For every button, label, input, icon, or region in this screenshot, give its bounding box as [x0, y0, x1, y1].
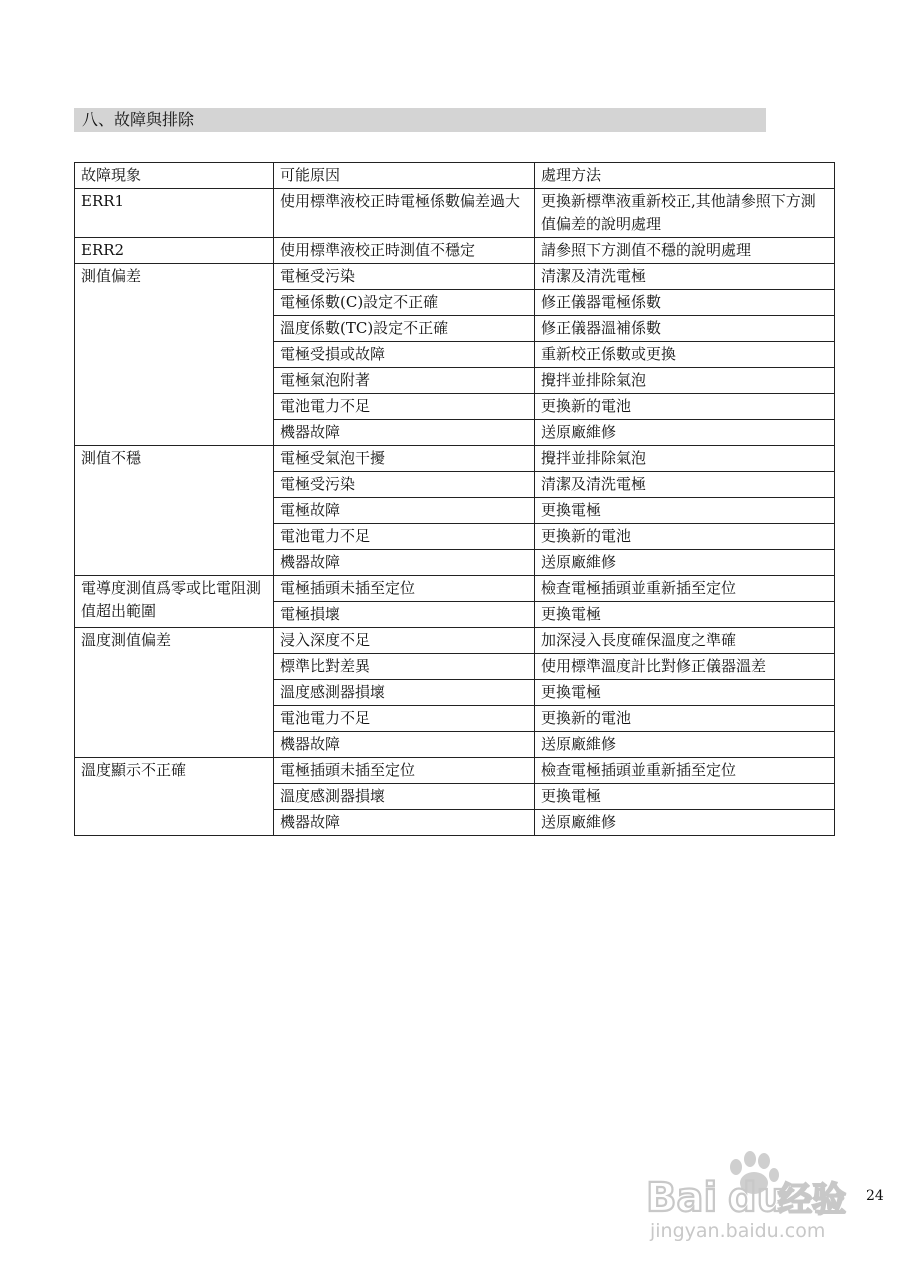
- action-cell: 更換新的電池: [535, 524, 835, 550]
- page-number: 24: [866, 1188, 884, 1204]
- cause-cell: 溫度感測器損壞: [274, 680, 535, 706]
- troubleshooting-table: [74, 162, 835, 836]
- action-cell: 檢查電極插頭並重新插至定位: [535, 758, 835, 784]
- symptom-cell: 溫度顯示不正確: [75, 758, 274, 836]
- cause-cell: 機器故障: [274, 420, 535, 446]
- action-cell: 更換新的電池: [535, 394, 835, 420]
- cause-cell: 溫度感測器損壞: [274, 784, 535, 810]
- header-action: 處理方法: [535, 163, 835, 189]
- action-cell: 修正儀器電極係數: [535, 290, 835, 316]
- action-cell: 送原廠維修: [535, 420, 835, 446]
- cause-cell: 標準比對差異: [274, 654, 535, 680]
- table-row: [75, 446, 835, 472]
- symptom-cell: 測值偏差: [75, 264, 274, 446]
- action-cell: 更換新的電池: [535, 706, 835, 732]
- action-cell: 使用標準溫度計比對修正儀器溫差: [535, 654, 835, 680]
- action-cell: 更換電極: [535, 498, 835, 524]
- cause-cell: 電極插頭未插至定位: [274, 758, 535, 784]
- action-cell: 清潔及清洗電極: [535, 264, 835, 290]
- header-cause: 可能原因: [274, 163, 535, 189]
- symptom-cell: 電導度測值爲零或比電阻測值超出範圍: [75, 576, 274, 628]
- action-cell: 清潔及清洗電極: [535, 472, 835, 498]
- cause-cell: 機器故障: [274, 732, 535, 758]
- action-cell: 更換電極: [535, 602, 835, 628]
- table-row: [75, 758, 835, 784]
- cause-cell: 電池電力不足: [274, 394, 535, 420]
- watermark-product: 经验: [778, 1180, 846, 1220]
- cause-cell: 電極係數(C)設定不正確: [274, 290, 535, 316]
- action-cell: 送原廠維修: [535, 550, 835, 576]
- table-row: [75, 576, 835, 602]
- symptom-cell: ERR1: [75, 189, 274, 238]
- table-header-row: [75, 163, 835, 189]
- table-row: [75, 238, 835, 264]
- action-cell: 送原廠維修: [535, 810, 835, 836]
- action-cell: 攪拌並排除氣泡: [535, 446, 835, 472]
- watermark-url: jingyan.baidu.com: [650, 1220, 826, 1242]
- table-row: [75, 189, 835, 238]
- action-cell: 修正儀器溫補係數: [535, 316, 835, 342]
- action-cell: 加深浸入長度確保溫度之準確: [535, 628, 835, 654]
- watermark-brand-du: du: [728, 1175, 786, 1221]
- symptom-cell: 測值不穩: [75, 446, 274, 576]
- cause-cell: 電極受污染: [274, 472, 535, 498]
- action-cell: 重新校正係數或更換: [535, 342, 835, 368]
- action-cell: 更換電極: [535, 784, 835, 810]
- action-cell: 請參照下方測值不穩的說明處理: [535, 238, 835, 264]
- cause-cell: 溫度係數(TC)設定不正確: [274, 316, 535, 342]
- symptom-cell: 溫度測值偏差: [75, 628, 274, 758]
- cause-cell: 電極損壞: [274, 602, 535, 628]
- baidu-jingyan-watermark: [644, 1145, 854, 1245]
- cause-cell: 機器故障: [274, 550, 535, 576]
- symptom-cell: ERR2: [75, 238, 274, 264]
- cause-cell: 電池電力不足: [274, 706, 535, 732]
- section-title: 八、故障與排除: [74, 108, 766, 132]
- cause-cell: 電極受氣泡干擾: [274, 446, 535, 472]
- cause-cell: 電極受損或故障: [274, 342, 535, 368]
- cause-cell: 電極氣泡附著: [274, 368, 535, 394]
- cause-cell: 電極受污染: [274, 264, 535, 290]
- cause-cell: 使用標準液校正時電極係數偏差過大: [274, 189, 535, 238]
- action-cell: 更換電極: [535, 680, 835, 706]
- action-cell: 攪拌並排除氣泡: [535, 368, 835, 394]
- cause-cell: 機器故障: [274, 810, 535, 836]
- header-symptom: 故障現象: [75, 163, 274, 189]
- action-cell: 送原廠維修: [535, 732, 835, 758]
- cause-cell: 電極故障: [274, 498, 535, 524]
- cause-cell: 浸入深度不足: [274, 628, 535, 654]
- action-cell: 檢查電極插頭並重新插至定位: [535, 576, 835, 602]
- cause-cell: 使用標準液校正時測值不穩定: [274, 238, 535, 264]
- cause-cell: 電池電力不足: [274, 524, 535, 550]
- table-body: [75, 189, 835, 836]
- table-row: [75, 628, 835, 654]
- action-cell: 更換新標準液重新校正,其他請參照下方測值偏差的說明處理: [535, 189, 835, 238]
- table-row: [75, 264, 835, 290]
- cause-cell: 電極插頭未插至定位: [274, 576, 535, 602]
- watermark-brand: Bai: [646, 1175, 718, 1221]
